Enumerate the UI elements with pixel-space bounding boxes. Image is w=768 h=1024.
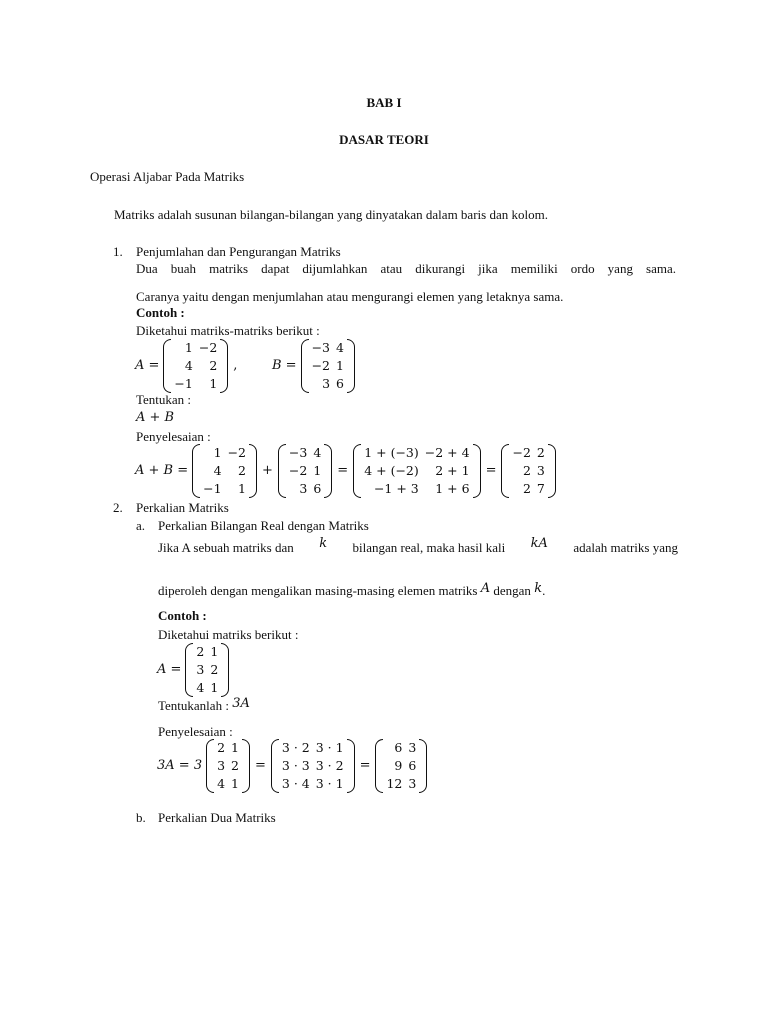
sum-label: A + B = — [135, 462, 189, 478]
equals-sign-2: = — [485, 462, 497, 478]
calc-equals-2: = — [359, 757, 371, 773]
matrix-a: 1 −2 4 2 −1 1 — [163, 339, 228, 393]
matrix-b-definition — [272, 339, 355, 393]
calc-intermediate-matrix: 3 · 2 3 · 1 3 · 3 3 · 2 3 · 4 3 · 1 — [271, 739, 355, 793]
item1-line2: Caranya yaitu dengan menjumlahan atau mengurangi elemen yang letaknya sama. — [136, 289, 564, 304]
item2a-tentukanlah: Tentukanlah : 3A — [158, 696, 250, 713]
scalar-k: k — [319, 536, 328, 551]
item2b-letter: b. — [136, 810, 146, 825]
sum-equation — [135, 444, 556, 498]
scalar-multiplication-equation — [157, 739, 427, 793]
item1-title: Penjumlahan dan Pengurangan Matriks — [136, 244, 341, 259]
item1-number: 1. — [113, 244, 123, 259]
item2a-diketahui: Diketahui matriks berikut : — [158, 627, 299, 642]
matrix-a2-label: A = — [157, 661, 182, 677]
item1-task: A + B — [136, 410, 175, 425]
matrix-A-symbol: A — [480, 581, 491, 596]
product-kA: kA — [530, 536, 548, 551]
calc-label: 3A = 3 — [157, 757, 203, 773]
item1-contoh: Contoh : — [136, 305, 185, 320]
matrix-a-label: A = — [135, 357, 160, 373]
equals-sign-1: = — [337, 462, 349, 478]
item1-diketahui: Diketahui matriks-matriks berikut : — [136, 323, 320, 338]
item2a-line1: Jika A sebuah matriks dan k bilangan real, maka hasil kali kA adalah matriks yang — [158, 536, 678, 555]
item2-number: 2. — [113, 500, 123, 515]
plus-sign: + — [262, 462, 273, 478]
calc-equals-1: = — [255, 757, 266, 773]
intro-paragraph: Matriks adalah susunan bilangan-bilangan yang dinyatakan dalam baris dan kolom. — [114, 207, 548, 222]
item2b-title: Perkalian Dua Matriks — [158, 810, 276, 825]
sum-intermediate-matrix: 1 + (−3) −2 + 4 4 + (−2) 2 + 1 −1 + 3 1 + 6 — [353, 444, 480, 498]
separator-comma: , — [233, 357, 238, 373]
scalar-k-2: k — [534, 581, 543, 596]
item2a-task: 3A — [232, 696, 250, 711]
matrix-b: −3 4 −2 1 3 6 — [301, 339, 355, 393]
section-title: Operasi Aljabar Pada Matriks — [90, 169, 245, 184]
sum-matrix-b: −3 4 −2 1 3 6 — [278, 444, 332, 498]
chapter-number: BAB I — [366, 95, 402, 110]
calc-matrix-a: 2 1 3 2 4 1 — [206, 739, 250, 793]
item2a-contoh: Contoh : — [158, 608, 207, 623]
item2a-line2: diperoleh dengan mengalikan masing-masing elemen matriks A dengan k. — [158, 581, 546, 598]
item2a-letter: a. — [136, 518, 146, 533]
item1-penyelesaian: Penyelesaian : — [136, 429, 211, 444]
item1-tentukan: Tentukan : — [136, 392, 192, 407]
sum-result-matrix: −2 2 2 3 2 7 — [501, 444, 555, 498]
item2a-title: Perkalian Bilangan Real dengan Matriks — [158, 518, 369, 533]
chapter-title: DASAR TEORI — [339, 132, 429, 147]
sum-matrix-a: 1 −2 4 2 −1 1 — [192, 444, 257, 498]
calc-result-matrix: 6 3 9 6 12 3 — [375, 739, 427, 793]
matrix-a2: 2 1 3 2 4 1 — [185, 643, 229, 697]
item2a-penyelesaian: Penyelesaian : — [158, 724, 233, 739]
item2-title: Perkalian Matriks — [136, 500, 229, 515]
matrix-a2-definition — [157, 643, 229, 697]
item1-line1: Dua buah matriks dapat dijumlahkan atau dikurangi jika memiliki ordo yang sama. — [136, 261, 676, 276]
matrix-a-definition — [135, 339, 238, 393]
matrix-b-label: B = — [272, 357, 297, 373]
